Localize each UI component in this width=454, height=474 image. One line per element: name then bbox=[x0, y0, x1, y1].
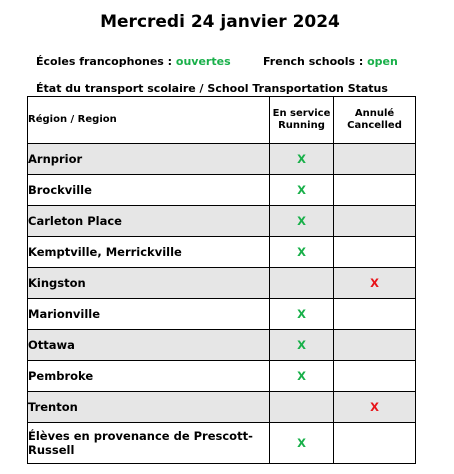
header-region: Région / Region bbox=[28, 97, 270, 144]
running-cell bbox=[270, 175, 334, 206]
header-cancelled: Annulé Cancelled bbox=[334, 97, 416, 144]
header-running: En service Running bbox=[270, 97, 334, 144]
cancelled-cell bbox=[334, 206, 416, 237]
table-row bbox=[28, 423, 416, 464]
table-row bbox=[28, 392, 416, 423]
running-cell bbox=[270, 144, 334, 175]
region-cell: Marionville bbox=[28, 299, 270, 330]
running-cell bbox=[270, 206, 334, 237]
cancelled-cell bbox=[334, 330, 416, 361]
running-cell bbox=[270, 361, 334, 392]
running-cell bbox=[270, 423, 334, 464]
cancelled-cell bbox=[334, 268, 416, 299]
cancelled-cell bbox=[334, 423, 416, 464]
schools-status bbox=[36, 55, 398, 68]
table-row bbox=[28, 206, 416, 237]
en-schools bbox=[263, 55, 398, 68]
table-row bbox=[28, 330, 416, 361]
region-cell: Pembroke bbox=[28, 361, 270, 392]
running-mark-icon: X bbox=[297, 338, 306, 352]
region-cell: Trenton bbox=[28, 392, 270, 423]
region-cell: Brockville bbox=[28, 175, 270, 206]
table-header-row bbox=[28, 97, 416, 144]
region-cell: Kemptville, Merrickville bbox=[28, 237, 270, 268]
transport-status-table bbox=[27, 96, 416, 464]
page-title: Mercredi 24 janvier 2024 bbox=[100, 12, 340, 32]
table-row bbox=[28, 237, 416, 268]
cancelled-mark-icon: X bbox=[370, 400, 379, 414]
cancelled-cell bbox=[334, 299, 416, 330]
running-mark-icon: X bbox=[297, 245, 306, 259]
cancelled-mark-icon: X bbox=[370, 276, 379, 290]
cancelled-cell bbox=[334, 144, 416, 175]
transport-status-subtitle: État du transport scolaire / School Transportation Status bbox=[36, 82, 388, 95]
cancelled-cell bbox=[334, 392, 416, 423]
running-mark-icon: X bbox=[297, 307, 306, 321]
en-schools-label: French schools : bbox=[263, 55, 368, 68]
fr-schools-label: Écoles francophones : bbox=[36, 55, 176, 68]
running-mark-icon: X bbox=[297, 369, 306, 383]
table-row bbox=[28, 175, 416, 206]
running-cell bbox=[270, 330, 334, 361]
region-cell: Élèves en provenance de Prescott-Russell bbox=[28, 423, 270, 464]
running-mark-icon: X bbox=[297, 436, 306, 450]
running-cell bbox=[270, 237, 334, 268]
region-cell: Ottawa bbox=[28, 330, 270, 361]
running-cell bbox=[270, 392, 334, 423]
table-row bbox=[28, 268, 416, 299]
table-body bbox=[28, 144, 416, 464]
cancelled-cell bbox=[334, 361, 416, 392]
cancelled-cell bbox=[334, 237, 416, 268]
en-schools-status: open bbox=[367, 55, 398, 68]
region-cell: Carleton Place bbox=[28, 206, 270, 237]
running-mark-icon: X bbox=[297, 152, 306, 166]
region-cell: Arnprior bbox=[28, 144, 270, 175]
table-row bbox=[28, 299, 416, 330]
fr-schools-status: ouvertes bbox=[175, 55, 231, 68]
table-row bbox=[28, 144, 416, 175]
cancelled-cell bbox=[334, 175, 416, 206]
running-cell bbox=[270, 299, 334, 330]
running-mark-icon: X bbox=[297, 214, 306, 228]
running-mark-icon: X bbox=[297, 183, 306, 197]
running-cell bbox=[270, 268, 334, 299]
region-cell: Kingston bbox=[28, 268, 270, 299]
table-row bbox=[28, 361, 416, 392]
